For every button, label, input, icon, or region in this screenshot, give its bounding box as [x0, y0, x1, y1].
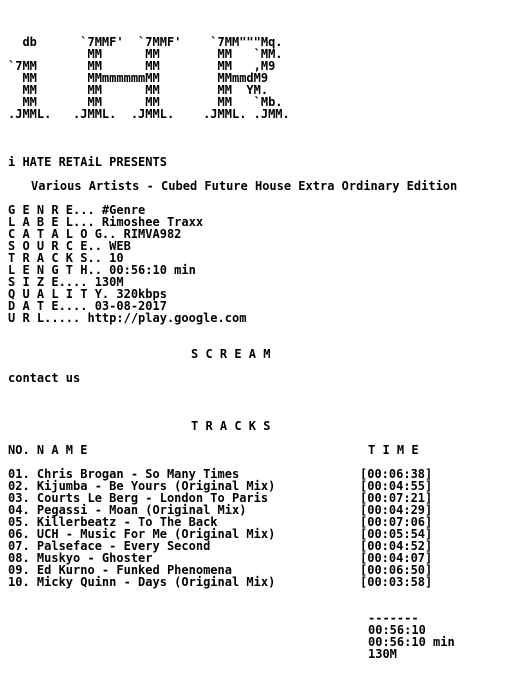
logo-line: MM MMmmmmmmMM MMmmdM9	[8, 71, 269, 85]
track-title: 01. Chris Brogan - So Many Times	[8, 467, 240, 481]
track-title: 08. Muskyo - Ghoster	[8, 551, 153, 565]
release-title: Various Artists - Cubed Future House Extra Ordinary Edition	[31, 179, 458, 193]
track-time: [00:05:54]	[360, 527, 433, 541]
track-title: 02. Kijumba - Be Yours (Original Mix)	[8, 479, 276, 493]
track-title: 04. Pegassi - Moan (Original Mix)	[8, 503, 247, 517]
track-time: [00:04:52]	[360, 539, 433, 553]
track-title: 09. Ed Kurno - Funked Phenomena	[8, 563, 232, 577]
info-source: S O U R C E.. WEB	[8, 239, 131, 253]
tracks-heading: T R A C K S	[191, 419, 271, 433]
logo-line: db `7MMF' `7MMF' `7MM"""Mq.	[8, 35, 283, 49]
logo-line: MM MM MM MM `Mb.	[8, 95, 283, 109]
column-time: T I M E	[368, 443, 419, 457]
track-time: [00:06:50]	[360, 563, 433, 577]
totals-rule: -------	[368, 611, 419, 625]
info-label: L A B E L... Rimoshee Traxx	[8, 215, 204, 229]
logo-line: MM MM MM `MM.	[8, 47, 283, 61]
track-title: 05. Killerbeatz - To The Back	[8, 515, 218, 529]
info-size: S I Z E.... 130M	[8, 275, 124, 289]
logo-line: `7MM MM MM MM ,M9	[8, 59, 276, 73]
column-no-name: NO. N A M E	[8, 443, 88, 457]
track-title: 03. Courts Le Berg - London To Paris	[8, 491, 269, 505]
info-length: L E N G T H.. 00:56:10 min	[8, 263, 196, 277]
total-length: 00:56:10 min	[368, 635, 455, 649]
track-time: [00:07:06]	[360, 515, 433, 529]
info-catalog: C A T A L O G.. RIMVA982	[8, 227, 182, 241]
scream-heading: S C R E A M	[191, 347, 271, 361]
info-date: D A T E.... 03-08-2017	[8, 299, 167, 313]
track-time: [00:07:21]	[360, 491, 433, 505]
track-title: 07. Palseface - Every Second	[8, 539, 211, 553]
info-quality: Q U A L I T Y. 320kbps	[8, 287, 167, 301]
total-time: 00:56:10	[368, 623, 426, 637]
track-time: [00:04:55]	[360, 479, 433, 493]
contact-line: contact us	[8, 371, 81, 385]
logo-line: MM MM MM MM YM.	[8, 83, 269, 97]
track-title: 10. Micky Quinn - Days (Original Mix)	[8, 575, 276, 589]
track-time: [00:04:29]	[360, 503, 433, 517]
info-url: U R L..... http://play.google.com	[8, 311, 247, 325]
info-tracks: T R A C K S.. 10	[8, 251, 124, 265]
logo-line: .JMML. .JMML. .JMML. .JMML. .JMM.	[8, 107, 290, 121]
track-title: 06. UCH - Music For Me (Original Mix)	[8, 527, 276, 541]
info-genre: G E N R E... #Genre	[8, 203, 146, 217]
total-size: 130M	[368, 647, 397, 661]
track-time: [00:06:38]	[360, 467, 433, 481]
track-time: [00:03:58]	[360, 575, 433, 589]
track-time: [00:04:07]	[360, 551, 433, 565]
presents-line: i HATE RETAiL PRESENTS	[8, 155, 167, 169]
